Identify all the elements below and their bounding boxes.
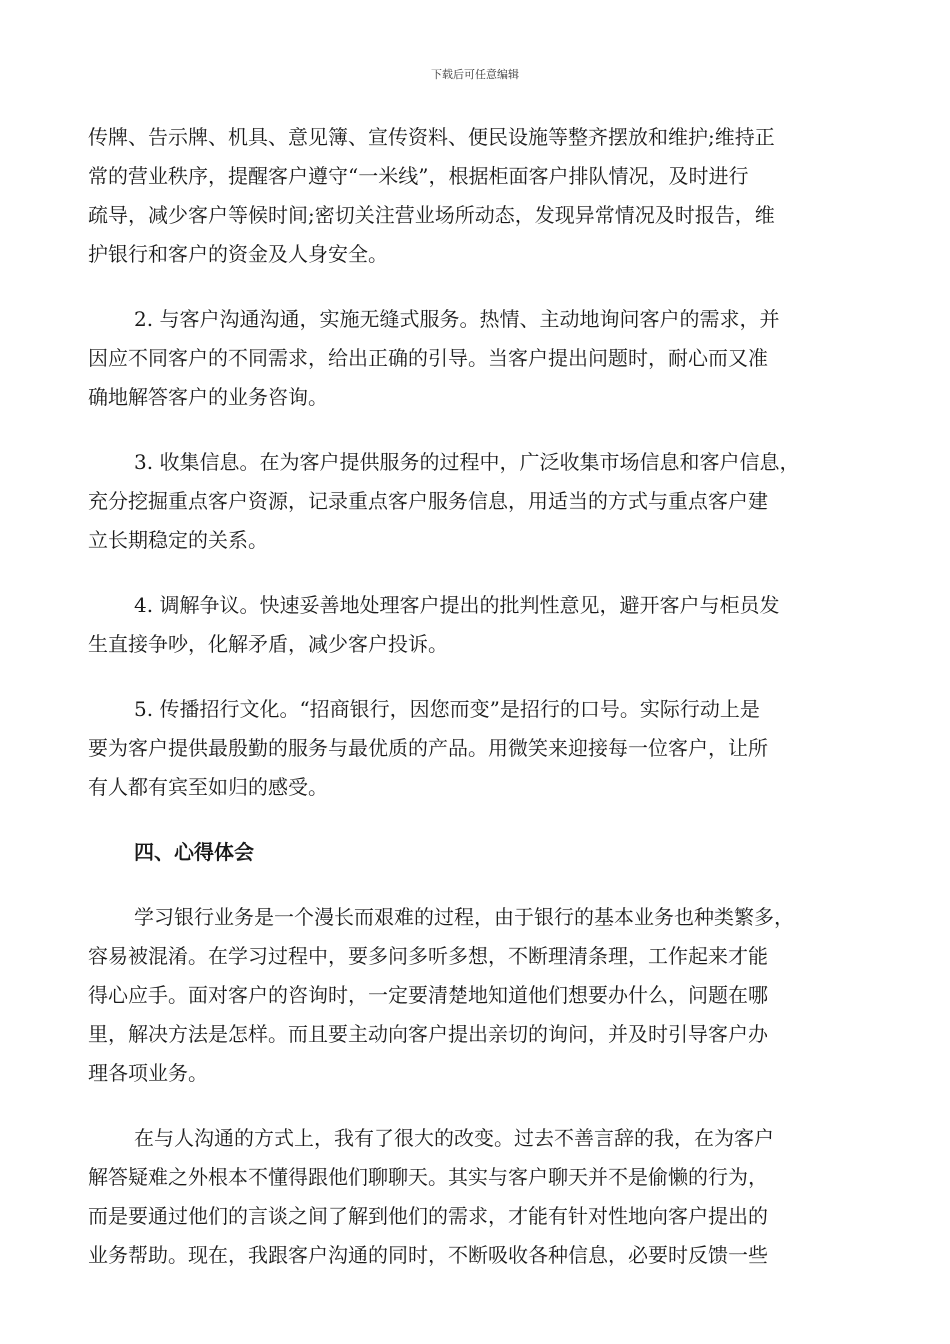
paragraph-5: [88, 690, 868, 807]
paragraph-line: 要为客户提供最殷勤的服务与最优质的产品。用微笑来迎接每一位客户，让所: [88, 736, 768, 760]
paragraph-line: 有人都有宾至如归的感受。: [88, 775, 328, 799]
section-heading: 四、心得体会: [134, 840, 254, 864]
paragraph-3: [88, 443, 868, 560]
paragraph-line: 而是要通过他们的言谈之间了解到他们的需求，才能有针对性地向客户提出的: [88, 1204, 768, 1228]
paragraph-4: [88, 586, 868, 664]
paragraph-line: 2. 与客户沟通沟通，实施无缝式服务。热情、主动地询问客户的需求，并: [134, 307, 780, 331]
paragraph-line: 传牌、告示牌、机具、意见簿、宣传资料、便民设施等整齐摆放和维护;维持正: [88, 125, 775, 149]
paragraph-line: 充分挖掘重点客户资源，记录重点客户服务信息，用适当的方式与重点客户建: [88, 489, 768, 513]
paragraph-2: [88, 300, 868, 417]
paragraph-line: 因应不同客户的不同需求，给出正确的引导。当客户提出问题时，耐心而又准: [88, 346, 768, 370]
page-header: 下载后可任意编辑: [431, 68, 519, 81]
paragraph-line: 常的营业秩序，提醒客户遵守“一米线”，根据柜面客户排队情况，及时进行: [88, 164, 749, 188]
paragraph-line: 护银行和客户的资金及人身安全。: [88, 242, 388, 266]
paragraph-line: 4. 调解争议。快速妥善地处理客户提出的批判性意见，避开客户与柜员发: [134, 593, 780, 617]
paragraph-line: 疏导，减少客户等候时间;密切关注营业场所动态，发现异常情况及时报告，维: [88, 203, 775, 227]
paragraph-line: 在与人沟通的方式上，我有了很大的改变。过去不善言辞的我，在为客户: [134, 1126, 774, 1150]
paragraph-line: 得心应手。面对客户的咨询时，一定要清楚地知道他们想要办什么，问题在哪: [88, 983, 768, 1007]
paragraph-line: 解答疑难之外根本不懂得跟他们聊聊天。其实与客户聊天并不是偷懒的行为，: [88, 1165, 768, 1189]
paragraph-1: [88, 118, 868, 274]
paragraph-line: 5. 传播招行文化。“招商银行，因您而变”是招行的口号。实际行动上是: [134, 697, 760, 721]
paragraph-line: 理各项业务。: [88, 1061, 208, 1085]
paragraph-7: [88, 1119, 868, 1275]
paragraph-line: 立长期稳定的关系。: [88, 528, 268, 552]
paragraph-line: 3. 收集信息。在为客户提供服务的过程中，广泛收集市场信息和客户信息，: [134, 450, 800, 474]
paragraph-6: [88, 898, 868, 1093]
paragraph-line: 里，解决方法是怎样。而且要主动向客户提出亲切的询问，并及时引导客户办: [88, 1022, 768, 1046]
document-body: [88, 118, 868, 1301]
paragraph-line: 学习银行业务是一个漫长而艰难的过程，由于银行的基本业务也种类繁多，: [134, 905, 794, 929]
paragraph-line: 确地解答客户的业务咨询。: [88, 385, 328, 409]
paragraph-line: 业务帮助。现在，我跟客户沟通的同时，不断吸收各种信息，必要时反馈一些: [88, 1243, 768, 1267]
paragraph-line: 生直接争吵，化解矛盾，减少客户投诉。: [88, 632, 448, 656]
paragraph-line: 容易被混淆。在学习过程中，要多问多听多想，不断理清条理，工作起来才能: [88, 944, 768, 968]
